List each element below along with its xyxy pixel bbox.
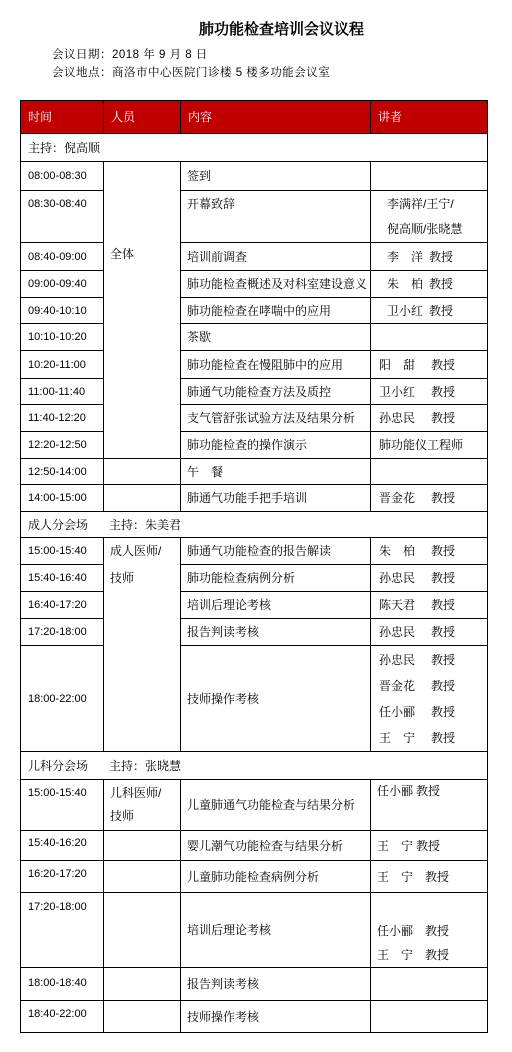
- content-cell: 婴儿潮气功能检查与结果分析: [181, 831, 371, 861]
- agenda-row: [21, 379, 488, 405]
- content-cell: 培训后理论考核: [181, 592, 371, 619]
- speaker-name: 卫小红: [379, 384, 416, 399]
- agenda-row: [21, 298, 488, 324]
- speaker-cell: [371, 243, 488, 271]
- people-line: 技师: [110, 571, 135, 585]
- agenda-row: [21, 485, 488, 512]
- speaker-cell: [371, 162, 488, 191]
- agenda-row: [21, 861, 488, 893]
- section-row-adult: [21, 512, 488, 538]
- people-cell: [104, 538, 181, 752]
- speaker-name: 王 宁: [379, 730, 416, 745]
- agenda-row: [21, 162, 488, 191]
- people-cell: [104, 1001, 181, 1033]
- agenda-row: [21, 459, 488, 485]
- speaker-line: 倪高顺/张晓慧: [387, 221, 463, 236]
- speaker-cell: [371, 1001, 488, 1033]
- time-cell: 16:40-17:20: [21, 592, 104, 619]
- time-cell: 12:20-12:50: [21, 432, 104, 459]
- time-cell: 08:00-08:30: [21, 162, 104, 191]
- content-cell: 技师操作考核: [181, 646, 371, 752]
- speaker-title: 教授: [431, 625, 456, 639]
- speaker-title: 教授: [431, 411, 456, 425]
- speaker-name: 任小郦: [379, 704, 416, 719]
- speaker-title: 教授: [416, 838, 441, 853]
- speaker-title: 教授: [431, 491, 456, 505]
- agenda-table: [20, 100, 488, 1033]
- time-cell: 10:10-10:20: [21, 324, 104, 351]
- header-people: 人员: [104, 101, 181, 134]
- content-cell: 开幕致辞: [181, 191, 371, 243]
- agenda-row: [21, 243, 488, 271]
- speaker-entry: [377, 919, 487, 943]
- agenda-row: [21, 646, 488, 752]
- speaker-cell: [371, 324, 488, 351]
- agenda-row: [21, 893, 488, 968]
- adult-venue: 成人分会场: [28, 517, 89, 532]
- speaker-entry: [377, 943, 487, 967]
- header-time: 时间: [21, 101, 104, 134]
- speaker-name: 陈天君: [379, 598, 416, 612]
- time-cell: 15:00-15:40: [21, 780, 104, 831]
- agenda-row: [21, 592, 488, 619]
- speaker-cell: [371, 619, 488, 646]
- people-cell: [104, 861, 181, 893]
- speaker-cell: [371, 379, 488, 405]
- content-cell: 肺功能检查在哮喘中的应用: [181, 298, 371, 324]
- speaker-name: 晋金花: [379, 491, 416, 505]
- time-cell: 11:00-11:40: [21, 379, 104, 405]
- speaker-name: 晋金花: [379, 678, 416, 693]
- speaker-name: 任小郦: [377, 784, 414, 798]
- adult-section-header: [21, 512, 488, 538]
- agenda-row: [21, 538, 488, 565]
- speaker-title: 教授: [431, 571, 456, 585]
- agenda-row: [21, 780, 488, 831]
- speaker-name: 李 洋: [387, 249, 424, 264]
- speaker-entry: [379, 673, 487, 699]
- speaker-cell: [371, 485, 488, 512]
- time-cell: 08:30-08:40: [21, 191, 104, 243]
- content-cell: 肺功能检查在慢阻肺中的应用: [181, 351, 371, 379]
- adult-host: 主持：朱美君: [109, 517, 182, 532]
- speaker-line: 李满祥/王宁/: [387, 196, 454, 211]
- content-cell: 技师操作考核: [181, 1001, 371, 1033]
- people-cell: [104, 780, 181, 831]
- time-cell: 18:00-18:40: [21, 968, 104, 1001]
- speaker-cell: [371, 831, 488, 861]
- time-cell: 09:40-10:10: [21, 298, 104, 324]
- speaker-title: 教授: [431, 357, 456, 372]
- speaker-title: 教授: [429, 249, 454, 264]
- agenda-row: [21, 405, 488, 432]
- pediatric-venue: 儿科分会场: [28, 758, 89, 773]
- document-title: 肺功能检查培训会议议程: [199, 21, 365, 38]
- meeting-date-label: 会议日期：: [52, 49, 112, 61]
- content-cell: 培训前调查: [181, 243, 371, 271]
- content-cell: 肺通气功能检查的报告解读: [181, 538, 371, 565]
- speaker-title: 教授: [431, 730, 456, 745]
- speaker-name: 朱 柏: [387, 277, 424, 291]
- plenary-host: 主持：倪高顺: [21, 134, 488, 162]
- speaker-title: 教授: [431, 652, 456, 667]
- speaker-cell: [371, 780, 488, 831]
- meeting-place: [52, 65, 330, 81]
- agenda-row: [21, 831, 488, 861]
- speaker-cell: [371, 271, 488, 298]
- speaker-cell: [371, 351, 488, 379]
- header-content: 内容: [181, 101, 371, 134]
- agenda-row: [21, 432, 488, 459]
- speaker-name: 任小郦: [377, 924, 414, 938]
- speaker-cell: [371, 592, 488, 619]
- content-cell: 支气管舒张试验方法及结果分析: [181, 405, 371, 432]
- pediatric-host: 主持：张晓慧: [109, 758, 182, 773]
- content-cell: 儿童肺功能检查病例分析: [181, 861, 371, 893]
- speaker-cell: [371, 298, 488, 324]
- table-header-row: [21, 101, 488, 134]
- content-cell: 报告判读考核: [181, 619, 371, 646]
- time-cell: 16:20-17:20: [21, 861, 104, 893]
- speaker-title: 教授: [425, 869, 450, 884]
- meeting-place-value: 商洛市中心医院门诊楼 5 楼多功能会议室: [112, 67, 331, 79]
- content-cell: 肺通气功能检查方法及质控: [181, 379, 371, 405]
- speaker-title: 教授: [429, 303, 454, 318]
- meeting-date-value: 2018 年 9 月 8 日: [112, 49, 208, 61]
- speaker-title: 教授: [431, 384, 456, 399]
- pediatric-section-header: [21, 752, 488, 780]
- speaker-title: 教授: [431, 544, 456, 558]
- time-cell: 15:00-15:40: [21, 538, 104, 565]
- time-cell: 10:20-11:00: [21, 351, 104, 379]
- speaker-cell: [371, 893, 488, 968]
- agenda-row: [21, 271, 488, 298]
- content-cell: 肺功能检查的操作演示: [181, 432, 371, 459]
- speaker-name: 孙忠民: [379, 411, 416, 425]
- speaker-name: 肺功能仪工程师: [379, 438, 464, 452]
- speaker-name: 孙忠民: [379, 625, 416, 639]
- agenda-row: [21, 324, 488, 351]
- speaker-cell: [371, 968, 488, 1001]
- time-cell: 18:00-22:00: [21, 646, 104, 752]
- content-cell: 茶歇: [181, 324, 371, 351]
- time-cell: 15:40-16:20: [21, 831, 104, 861]
- people-cell: [104, 893, 181, 968]
- time-cell: 08:40-09:00: [21, 243, 104, 271]
- speaker-name: 朱 柏: [379, 544, 416, 558]
- speaker-title: 教授: [431, 704, 456, 719]
- content-cell: 报告判读考核: [181, 968, 371, 1001]
- meeting-date: [52, 47, 208, 63]
- time-cell: 15:40-16:40: [21, 565, 104, 592]
- time-cell: 11:40-12:20: [21, 405, 104, 432]
- speaker-name: 王 宁: [377, 948, 414, 962]
- content-cell: 签到: [181, 162, 371, 191]
- agenda-row: [21, 191, 488, 243]
- people-line: 儿科医师/: [110, 786, 162, 800]
- speaker-cell: [371, 405, 488, 432]
- content-cell: 肺通气功能手把手培训: [181, 485, 371, 512]
- people-cell: [104, 968, 181, 1001]
- people-cell: [104, 485, 181, 512]
- agenda-row: [21, 1001, 488, 1033]
- agenda-row: [21, 565, 488, 592]
- speaker-title: 教授: [431, 598, 456, 612]
- speaker-name: 卫小红: [387, 303, 424, 318]
- agenda-row: [21, 968, 488, 1001]
- people-label: 全体: [110, 247, 135, 261]
- speaker-name: 阳 甜: [379, 357, 416, 372]
- speaker-entry: [379, 647, 487, 673]
- section-row-plenary: [21, 134, 488, 162]
- section-row-pediatric: [21, 752, 488, 780]
- time-cell: 12:50-14:00: [21, 459, 104, 485]
- speaker-cell: [371, 432, 488, 459]
- speaker-entry: [379, 725, 487, 751]
- speaker-title: 教授: [425, 948, 450, 962]
- content-cell: 肺功能检查概述及对科室建设意义: [181, 271, 371, 298]
- time-cell: 17:20-18:00: [21, 619, 104, 646]
- header-speaker: 讲者: [371, 101, 488, 134]
- speaker-cell: [371, 646, 488, 752]
- speaker-title: 教授: [431, 678, 456, 693]
- content-cell: 肺功能检查病例分析: [181, 565, 371, 592]
- people-cell: [104, 459, 181, 485]
- agenda-row: [21, 619, 488, 646]
- speaker-cell: [371, 459, 488, 485]
- speaker-cell: [371, 861, 488, 893]
- speaker-cell: [371, 191, 488, 243]
- speaker-cell: [371, 538, 488, 565]
- content-cell: 儿童肺通气功能检查与结果分析: [181, 780, 371, 831]
- speaker-title: 教授: [416, 784, 441, 798]
- speaker-title: 教授: [429, 277, 454, 291]
- people-line: 技师: [110, 809, 135, 823]
- speaker-title: 教授: [425, 924, 450, 938]
- content-cell: 培训后理论考核: [181, 893, 371, 968]
- time-cell: 09:00-09:40: [21, 271, 104, 298]
- speaker-name: 孙忠民: [379, 652, 416, 667]
- time-cell: 17:20-18:00: [21, 893, 104, 968]
- time-cell: 14:00-15:00: [21, 485, 104, 512]
- people-cell: [104, 831, 181, 861]
- agenda-row: [21, 351, 488, 379]
- speaker-name: 孙忠民: [379, 571, 416, 585]
- speaker-cell: [371, 565, 488, 592]
- people-cell: [104, 162, 181, 459]
- content-cell: 午 餐: [181, 459, 371, 485]
- speaker-entry: [379, 699, 487, 725]
- speaker-name: 王 宁: [377, 838, 414, 853]
- people-line: 成人医师/: [110, 544, 162, 558]
- speaker-name: 王 宁: [377, 869, 414, 884]
- meeting-place-label: 会议地点：: [52, 67, 112, 79]
- time-cell: 18:40-22:00: [21, 1001, 104, 1033]
